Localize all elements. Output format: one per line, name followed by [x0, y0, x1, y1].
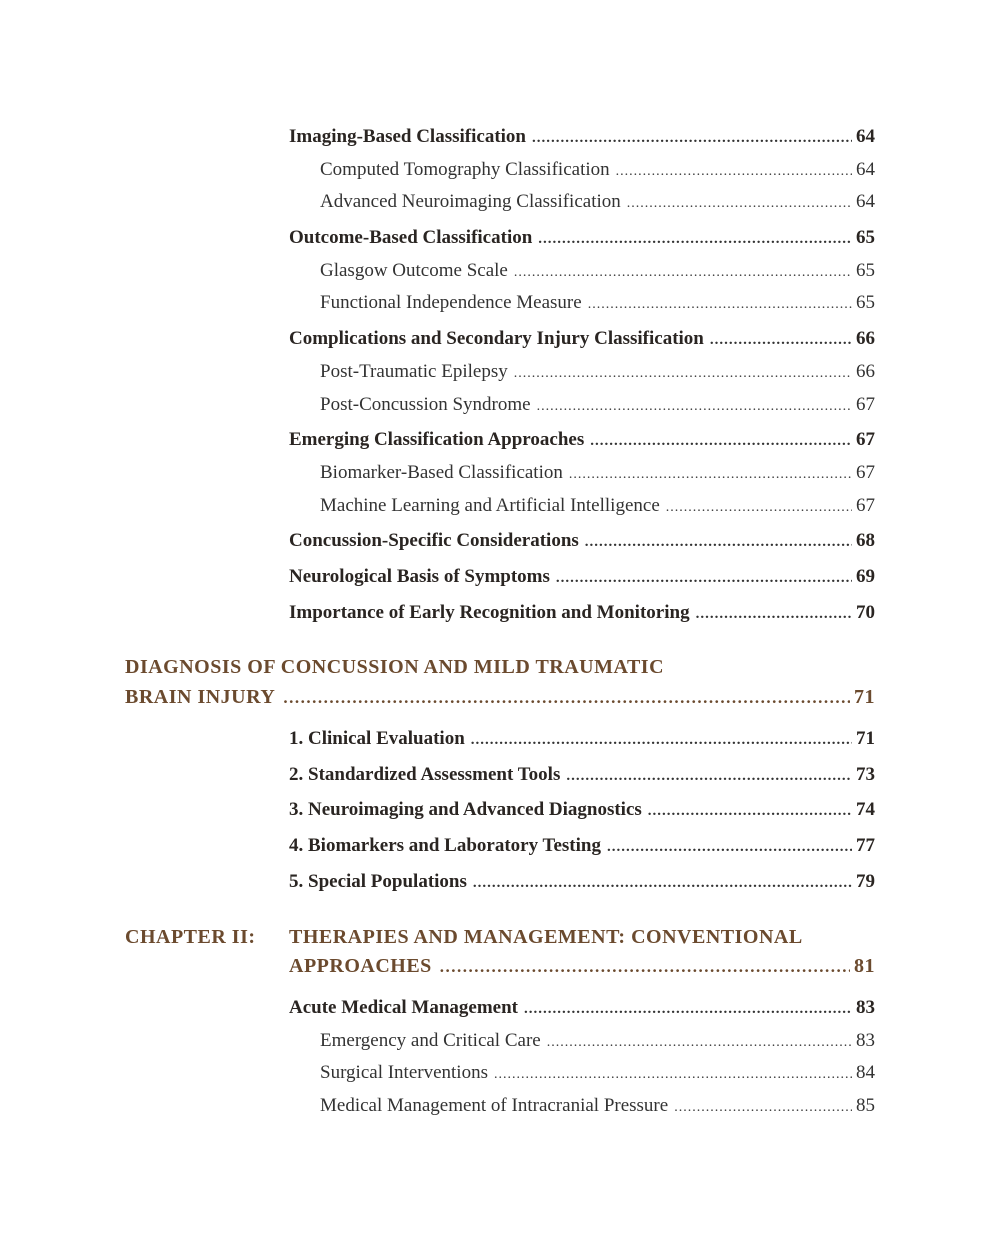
page-number: 65 — [856, 260, 875, 281]
dot-leader — [590, 433, 852, 450]
page-number: 65 — [856, 227, 875, 248]
toc-subentry[interactable] — [320, 1062, 875, 1084]
toc-subentry[interactable] — [320, 159, 875, 181]
section-heading-diagnosis[interactable] — [125, 686, 875, 709]
toc-subentry[interactable] — [320, 394, 875, 416]
page-number: 67 — [856, 462, 875, 483]
dot-leader — [588, 297, 852, 313]
toc-subentry[interactable] — [320, 361, 875, 383]
dot-leader — [607, 839, 852, 856]
toc-entry-title: Functional Independence Measure — [320, 292, 582, 313]
toc-entry[interactable] — [289, 530, 875, 552]
page-number: 74 — [856, 799, 875, 820]
page-number: 84 — [856, 1062, 875, 1083]
toc-entry-title: 5. Special Populations — [289, 871, 467, 892]
page-number: 65 — [856, 292, 875, 313]
dot-leader — [556, 570, 852, 587]
page-number: 71 — [854, 686, 875, 708]
page-number: 67 — [856, 394, 875, 415]
toc-entry-title: Acute Medical Management — [289, 997, 518, 1018]
toc-subentry[interactable] — [320, 1030, 875, 1052]
page-number: 70 — [856, 602, 875, 623]
page-number: 64 — [856, 126, 875, 147]
dot-leader — [648, 803, 852, 820]
toc-entry-title: Complications and Secondary Injury Classification — [289, 328, 704, 349]
dot-leader — [627, 196, 852, 212]
page-number: 81 — [854, 955, 875, 977]
toc-entry-title: Neurological Basis of Symptoms — [289, 566, 550, 587]
page-number: 64 — [856, 159, 875, 180]
dot-leader — [440, 957, 850, 977]
toc-subentry[interactable] — [320, 260, 875, 282]
dot-leader — [283, 688, 850, 708]
toc-entry[interactable] — [289, 997, 875, 1019]
toc-entry[interactable] — [289, 602, 875, 624]
toc-entry-title: Post-Traumatic Epilepsy — [320, 361, 508, 382]
dot-leader — [473, 875, 852, 892]
dot-leader — [494, 1067, 852, 1083]
toc-entry-title: 4. Biomarkers and Laboratory Testing — [289, 835, 601, 856]
toc-entry[interactable] — [289, 799, 875, 821]
toc-entry-title: Biomarker-Based Classification — [320, 462, 563, 483]
toc-entry[interactable] — [289, 328, 875, 350]
page-number: 83 — [856, 997, 875, 1018]
toc-entry[interactable] — [289, 566, 875, 588]
page-number: 71 — [856, 728, 875, 749]
page-number: 73 — [856, 764, 875, 785]
toc-entry-title: 1. Clinical Evaluation — [289, 728, 465, 749]
page-number: 79 — [856, 871, 875, 892]
dot-leader — [569, 467, 852, 483]
toc-entry[interactable] — [289, 764, 875, 786]
dot-leader — [514, 366, 852, 382]
toc-entry[interactable] — [289, 429, 875, 451]
dot-leader — [566, 768, 852, 785]
dot-leader — [666, 500, 852, 516]
toc-entry-title: 3. Neuroimaging and Advanced Diagnostics — [289, 799, 642, 820]
page-number: 64 — [856, 191, 875, 212]
toc-entry-title: Computed Tomography Classification — [320, 159, 610, 180]
page-number: 67 — [856, 495, 875, 516]
toc-entry-title: Concussion-Specific Considerations — [289, 530, 579, 551]
toc-entry-title: 2. Standardized Assessment Tools — [289, 764, 561, 785]
dot-leader — [710, 332, 852, 349]
dot-leader — [585, 534, 852, 551]
toc-subentry[interactable] — [320, 191, 875, 213]
page-number: 69 — [856, 566, 875, 587]
dot-leader — [537, 399, 852, 415]
page-number: 66 — [856, 328, 875, 349]
dot-leader — [524, 1001, 852, 1018]
toc-entry-title: Emerging Classification Approaches — [289, 429, 585, 450]
chapter-title-line2: APPROACHES — [289, 955, 432, 977]
toc-entry-title: Post-Concussion Syndrome — [320, 394, 531, 415]
dot-leader — [471, 732, 852, 749]
toc-entry-title: Medical Management of Intracranial Pressure — [320, 1095, 669, 1116]
toc-entry-title: Surgical Interventions — [320, 1062, 488, 1083]
dot-leader — [532, 130, 852, 147]
dot-leader — [616, 164, 852, 180]
toc-entry[interactable] — [289, 728, 875, 750]
page-number: 83 — [856, 1030, 875, 1051]
section-heading-diagnosis-line1[interactable]: DIAGNOSIS OF CONCUSSION AND MILD TRAUMATIC — [125, 656, 665, 678]
toc-subentry[interactable] — [320, 495, 875, 517]
toc-subentry[interactable] — [320, 1095, 875, 1117]
dot-leader — [696, 606, 852, 623]
page-number: 85 — [856, 1095, 875, 1116]
toc-subentry[interactable] — [320, 462, 875, 484]
chapter-title-line1[interactable]: THERAPIES AND MANAGEMENT: CONVENTIONAL — [289, 926, 803, 948]
toc-entry-title: Advanced Neuroimaging Classification — [320, 191, 621, 212]
toc-entry-title: Machine Learning and Artificial Intelligence — [320, 495, 660, 516]
toc-entry[interactable] — [289, 227, 875, 249]
toc-entry-title: Outcome-Based Classification — [289, 227, 533, 248]
toc-entry[interactable] — [289, 835, 875, 857]
dot-leader — [514, 265, 852, 281]
toc-entry-title: Imaging-Based Classification — [289, 126, 526, 147]
dot-leader — [538, 231, 852, 248]
toc-entry-title: Emergency and Critical Care — [320, 1030, 541, 1051]
page-number: 66 — [856, 361, 875, 382]
toc-entry[interactable] — [289, 871, 875, 893]
dot-leader — [547, 1035, 852, 1051]
toc-entry[interactable] — [289, 126, 875, 148]
page-number: 67 — [856, 429, 875, 450]
chapter-label: CHAPTER II: — [125, 926, 256, 948]
dot-leader — [674, 1100, 852, 1116]
toc-entry-title: Glasgow Outcome Scale — [320, 260, 508, 281]
page-number: 77 — [856, 835, 875, 856]
toc-subentry[interactable] — [320, 292, 875, 314]
section-heading-diagnosis-line2: BRAIN INJURY — [125, 686, 276, 708]
chapter-heading[interactable] — [289, 955, 875, 978]
page-number: 68 — [856, 530, 875, 551]
toc-entry-title: Importance of Early Recognition and Monitoring — [289, 602, 690, 623]
